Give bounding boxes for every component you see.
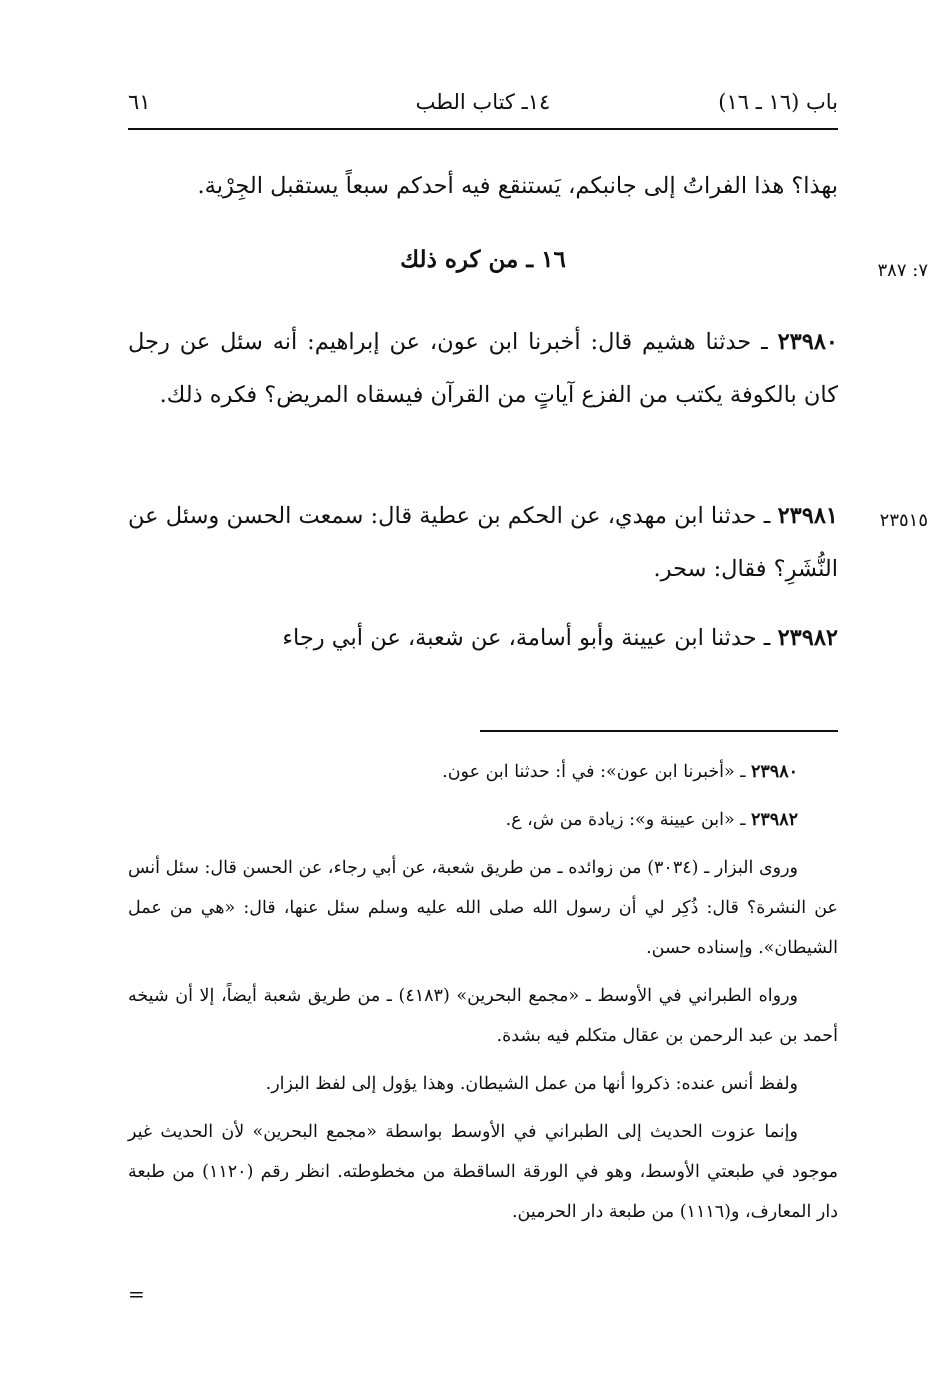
footnotes bbox=[128, 752, 838, 1240]
page-number: ٦١ bbox=[128, 90, 151, 114]
footnote-number: ٢٣٩٨٢ bbox=[751, 810, 798, 830]
book-title: ١٤ـ كتاب الطب bbox=[415, 90, 551, 114]
footnote-item bbox=[128, 800, 838, 840]
hadith-number: ٢٣٩٨٠ bbox=[777, 329, 838, 355]
section-heading: ١٦ ـ من كره ذلك bbox=[400, 246, 566, 273]
section-margin-ref: ٧: ٣٨٧ bbox=[877, 260, 928, 281]
header-rule bbox=[128, 128, 838, 130]
footnote-paragraph: وإنما عزوت الحديث إلى الطبراني في الأوسط بواسطة «مجمع البحرين» لأن الحديث غير موجود في طبعتي الأوسط، وهو في الورقة الساقطة من مخطوطته. انظر رقم (١١٢٠) من طبعة دار المعارف، و(١١١٦) من طبعة دار الحرمين. bbox=[128, 1122, 838, 1222]
hadith-number: ٢٣٩٨٢ bbox=[777, 625, 838, 651]
footnote-rule bbox=[480, 730, 838, 732]
footnote-number: ٢٣٩٨٠ bbox=[751, 762, 798, 782]
hadith-23982 bbox=[128, 612, 838, 665]
hadith-number: ٢٣٩٨١ bbox=[777, 503, 838, 529]
footnote-text: ـ «ابن عيينة و»: زيادة من ش، ع. bbox=[505, 810, 751, 830]
footnote-paragraph: ولفظ أنس عنده: ذكروا أنها من عمل الشيطان. وهذا يؤول إلى لفظ البزار. bbox=[265, 1074, 798, 1094]
hadith-23981 bbox=[128, 490, 838, 596]
hadith-text: ـ حدثنا هشيم قال: أخبرنا ابن عون، عن إبراهيم: أنه سئل عن رجل كان بالكوفة يكتب من الفزع آياتٍ من القرآن فيسقاه المريض؟ فكره ذلك. bbox=[128, 329, 838, 408]
hadith-23980 bbox=[128, 316, 838, 422]
opening-paragraph bbox=[128, 160, 838, 213]
footnote-text: ـ «أخبرنا ابن عون»: في أ: حدثنا ابن عون. bbox=[442, 762, 751, 782]
hadith-text: ـ حدثنا ابن مهدي، عن الحكم بن عطية قال: سمعت الحسن وسئل عن النُّشَرِ؟ فقال: سحر. bbox=[128, 503, 838, 582]
footnote-paragraph: وروى البزار ـ (٣٠٣٤) من زوائده ـ من طريق شعبة، عن أبي رجاء، عن الحسن قال: سئل أنس عن النشرة؟ قال: ذُكِر لي أن رسول الله صلى الله عليه وسلم سئل عنها، قال: «هي من عمل الشيطان». وإسناده حسن. bbox=[128, 858, 838, 958]
continuation-mark: = bbox=[128, 1282, 145, 1306]
footnote-paragraph: ورواه الطبراني في الأوسط ـ «مجمع البحرين» (٤١٨٣) ـ من طريق شعبة أيضاً، إلا أن شيخه أحمد بن عبد الرحمن بن عقال متكلم فيه بشدة. bbox=[128, 986, 838, 1046]
hadith-text: ـ حدثنا ابن عيينة وأبو أسامة، عن شعبة، عن أبي رجاء bbox=[282, 625, 778, 651]
hadith-margin-ref: ٢٣٥١٥ bbox=[879, 510, 928, 531]
chapter-range: باب (١٦ ـ ١٦) bbox=[718, 90, 838, 114]
footnote-item bbox=[128, 752, 838, 792]
running-header bbox=[128, 82, 838, 126]
opening-line: بهذا؟ هذا الفراتُ إلى جانبكم، يَستنقع فيه أحدكم سبعاً يستقبل الجِرْية. bbox=[197, 173, 838, 199]
